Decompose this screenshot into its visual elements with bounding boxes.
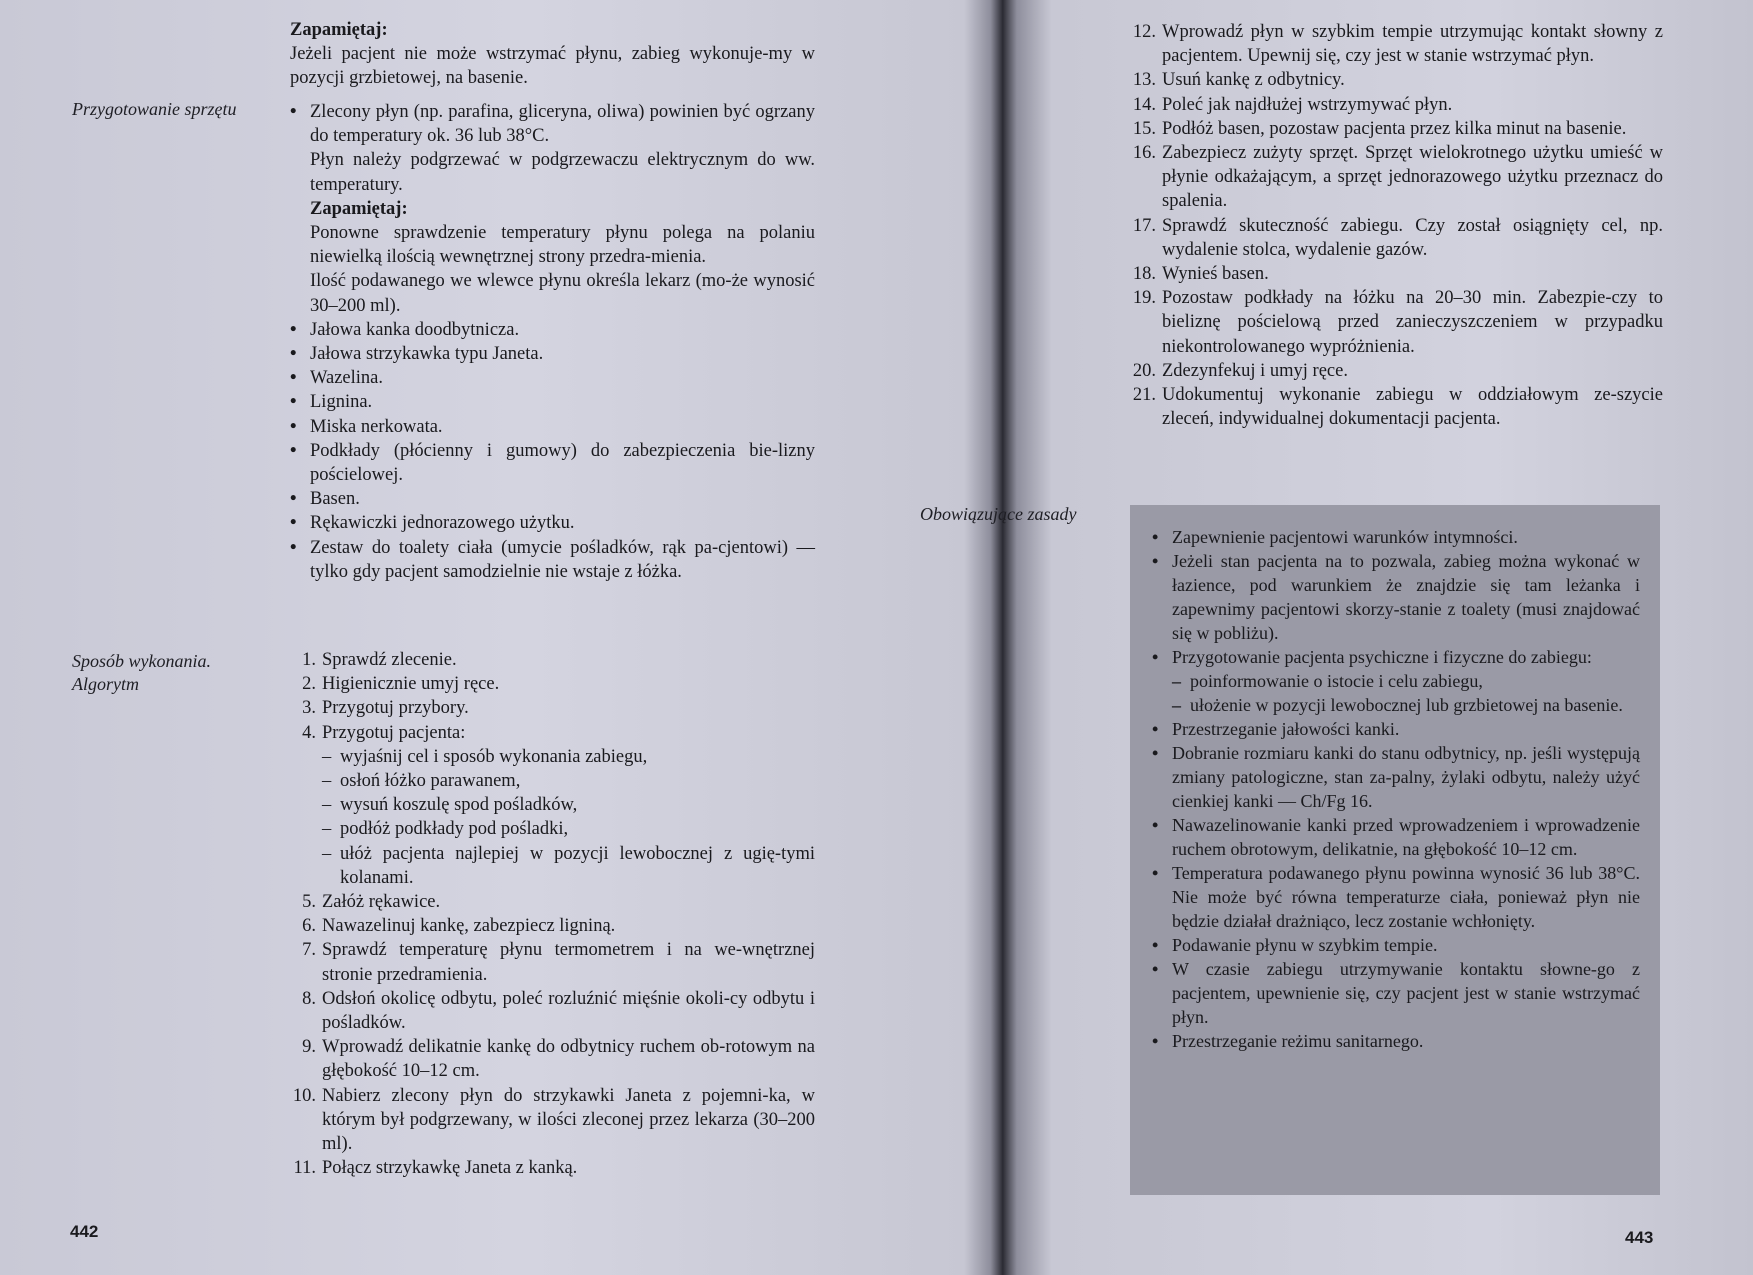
algorithm-continued [1128, 20, 1663, 431]
step-item [1128, 68, 1663, 92]
step-text: Zdezynfekuj i umyj ręce. [1162, 360, 1348, 381]
step-text: Nabierz zlecony płyn do strzykawki Janeta z pojemni-ka, w którym był podgrzewany, w ilości zleconej przez lekarza (30–200 ml). [322, 1085, 815, 1155]
step-number: 6. [302, 916, 316, 937]
step-text: Udokumentuj wykonanie zabiegu w oddziałowym ze-szycie zleceń, indywidualnej dokumentacji pacjenta. [1162, 385, 1663, 430]
step-text: Sprawdź temperaturę płynu termometrem i na we-wnętrznej stronie przedramienia. [322, 940, 815, 985]
step-item [288, 672, 815, 696]
step-text: Wprowadź płyn w szybkim tempie utrzymując kontakt słowny z pacjentem. Upewnij się, czy jest w stanie wstrzymać płyn. [1162, 22, 1663, 67]
rule-text: Przygotowanie pacjenta psychiczne i fizyczne do zabiegu: [1172, 647, 1592, 667]
step-number: 20. [1132, 360, 1156, 381]
step-text: Podłóż basen, pozostaw pacjenta przez kilka minut na basenie. [1162, 118, 1627, 139]
step-number: 9. [302, 1037, 316, 1058]
step-item [288, 987, 815, 1035]
remember-text: Ilość podawanego we wlewce płynu określa lekarz (mo-że wynosić 30–200 ml). [310, 271, 815, 316]
step-item [288, 938, 815, 986]
step-number: 21. [1132, 385, 1156, 406]
step-text: Przygotuj pacjenta: [322, 722, 466, 743]
step-item [288, 721, 815, 890]
step-number: 3. [302, 698, 316, 719]
rule-item: • W czasie zabiegu utrzymywanie kontaktu słowne-go z pacjentem, upewnienie się, czy pacjent jest w stanie wstrzymać płyn. [1150, 957, 1640, 1029]
remember-text: Ponowne sprawdzenie temperatury płynu polega na polaniu niewielką ilością wewnętrznej strony przedra-mienia. [310, 223, 815, 268]
step-number: 16. [1132, 143, 1156, 164]
step-number: 2. [302, 674, 316, 695]
step-number: 11. [293, 1158, 316, 1179]
step-text: Nawazelinuj kankę, zabezpiecz ligniną. [322, 916, 616, 937]
step-number: 8. [302, 988, 316, 1009]
substep-item: – podłóż podkłady pod pośladki, [322, 817, 815, 841]
step-item [1128, 383, 1663, 431]
step-text: Odsłoń okolicę odbytu, poleć rozluźnić mięśnie okoli-cy odbytu i pośladków. [322, 988, 815, 1034]
rule-item: • Temperatura podawanego płynu powinna wynosić 36 lub 38°C. Nie może być równa temperaturze ciała, ponieważ płyn nie będzie działał drażniąco, lecz zostanie wchłonięty. [1150, 861, 1640, 933]
step-text: Sprawdź skuteczność zabiegu. Czy został osiągnięty cel, np. wydalenie stolca, wydalenie gazów. [1162, 215, 1663, 260]
step-text: Zabezpiecz zużyty sprzęt. Sprzęt wielokrotnego użytku umieść w płynie odkażającym, a sprzęt jednorazowego użytku przeznacz do spalenia. [1162, 143, 1663, 212]
step-item [288, 1035, 815, 1083]
rules-block [1150, 525, 1640, 1053]
prep-item: • Wazelina. [288, 366, 815, 390]
step-text: Wprowadź delikatnie kankę do odbytnicy ruchem ob-rotowym na głębokość 10–12 cm. [322, 1037, 815, 1082]
step-number: 14. [1132, 94, 1156, 115]
prep-item: • Podkłady (płócienny i gumowy) do zabezpieczenia bie-lizny pościelowej. [288, 439, 815, 487]
prep-item: • Zestaw do toalety ciała (umycie pośladków, rąk pa-cjentowi) — tylko gdy pacjent samodzielnie nie wstaje z łóżka. [288, 536, 815, 584]
left-top-block [290, 18, 815, 91]
step-number: 1. [302, 650, 316, 670]
rule-item: • Przestrzeganie reżimu sanitarnego. [1150, 1029, 1640, 1053]
rule-item: • Nawazelinowanie kanki przed wprowadzeniem i wprowadzenie ruchem obrotowym, delikatnie, na głębokość 10–12 cm. [1150, 813, 1640, 861]
prep-item: • Miska nerkowata. [288, 415, 815, 439]
rule-item: • Zapewnienie pacjentowi warunków intymności. [1150, 525, 1640, 549]
step-number: 17. [1132, 215, 1156, 236]
step-number: 5. [302, 892, 316, 913]
label-sposob: Sposób wykonania. Algorytm [72, 651, 211, 694]
step-number: 19. [1132, 288, 1156, 309]
step-text: Pozostaw podkłady na łóżku na 20–30 min. Zabezpie-czy to bieliznę pościelową przed zanieczyszczeniem w przypadku niekontrolowanego wypróżnienia. [1162, 288, 1663, 357]
rule-item: • Przestrzeganie jałowości kanki. [1150, 717, 1640, 741]
prep-item-cont: Płyn należy podgrzewać w podgrzewaczu elektrycznym do ww. temperatury. [310, 150, 815, 195]
rule-item [1150, 645, 1640, 717]
prep-item: • Jałowa kanka doodbytnicza. [288, 318, 815, 342]
step-text: Poleć jak najdłużej wstrzymywać płyn. [1162, 94, 1453, 115]
page-number-right: 443 [1625, 1228, 1654, 1247]
step-text: Załóż rękawice. [322, 892, 441, 913]
remember-heading: Zapamiętaj: [310, 198, 408, 219]
step-item [1128, 214, 1663, 262]
step-item [1128, 20, 1663, 68]
rule-subitem: – ułożenie w pozycji lewobocznej lub grzbietowej na basenie. [1172, 693, 1640, 717]
prep-item: • Rękawiczki jednorazowego użytku. [288, 511, 815, 535]
rule-item: • Dobranie rozmiaru kanki do stanu odbytnicy, np. jeśli występują zmiany patologiczne, stan za-palny, żylaki odbytu, należy użyć cienkiej kanki — Ch/Fg 16. [1150, 741, 1640, 813]
rule-item: • Podawanie płynu w szybkim tempie. [1150, 933, 1640, 957]
substep-item: – wysuń koszulę spod pośladków, [322, 793, 815, 817]
step-item [288, 914, 815, 938]
prep-item: • Jałowa strzykawka typu Janeta. [288, 342, 815, 366]
prep-item: • Lignina. [288, 390, 815, 414]
rule-subitem: – poinformowanie o istocie i celu zabiegu, [1172, 669, 1640, 693]
substep-item: – ułóż pacjenta najlepiej w pozycji lewobocznej z ugię-tymi kolanami. [322, 842, 815, 890]
substep-item: – osłoń łóżko parawanem, [322, 769, 815, 793]
step-text: Usuń kankę z odbytnicy. [1162, 70, 1345, 91]
prep-item: • Basen. [288, 487, 815, 511]
step-text: Higienicznie umyj ręce. [322, 674, 500, 695]
remember-text: Jeżeli pacjent nie może wstrzymać płynu, zabieg wykonuje-my w pozycji grzbietowej, na basenie. [290, 44, 815, 89]
step-item [1128, 262, 1663, 286]
step-number: 15. [1132, 118, 1156, 139]
step-text: Sprawdź zlecenie. [322, 650, 457, 670]
step-item [1128, 359, 1663, 383]
step-number: 4. [302, 722, 316, 743]
step-item [1128, 117, 1663, 141]
step-item [1128, 141, 1663, 214]
label-obowiazujace: Obowiązujące zasady [920, 504, 1077, 524]
step-item [288, 1156, 815, 1180]
step-item [1128, 286, 1663, 359]
step-text: Wynieś basen. [1162, 264, 1269, 285]
step-text: Połącz strzykawkę Janeta z kanką. [322, 1158, 578, 1179]
rule-item: • Jeżeli stan pacjenta na to pozwala, zabieg można wykonać w łazience, pod warunkiem że znajdzie się tam leżanka i zapewnimy pacjentowi skorzy-stanie z toalety (musi znajdować się w pobliżu). [1150, 549, 1640, 645]
step-number: 10. [292, 1085, 316, 1106]
step-item [288, 696, 815, 720]
step-number: 12. [1132, 22, 1156, 42]
step-number: 18. [1132, 264, 1156, 285]
step-item [288, 1084, 815, 1157]
label-przygotowanie: Przygotowanie sprzętu [72, 99, 237, 119]
page-number-left: 442 [70, 1222, 99, 1241]
step-item [288, 648, 815, 672]
prep-block [288, 100, 815, 584]
substep-item: – wyjaśnij cel i sposób wykonania zabiegu, [322, 745, 815, 769]
algorithm-block [288, 648, 815, 1180]
step-number: 7. [302, 940, 316, 961]
step-text: Przygotuj przybory. [322, 698, 469, 719]
step-item [1128, 93, 1663, 117]
remember-heading: Zapamiętaj: [290, 20, 388, 40]
prep-item: • Zlecony płyn (np. parafina, gliceryna, oliwa) powinien być ogrzany do temperatury ok. 36 lub 38°C. [288, 100, 815, 148]
step-item [288, 890, 815, 914]
step-number: 13. [1132, 70, 1156, 91]
